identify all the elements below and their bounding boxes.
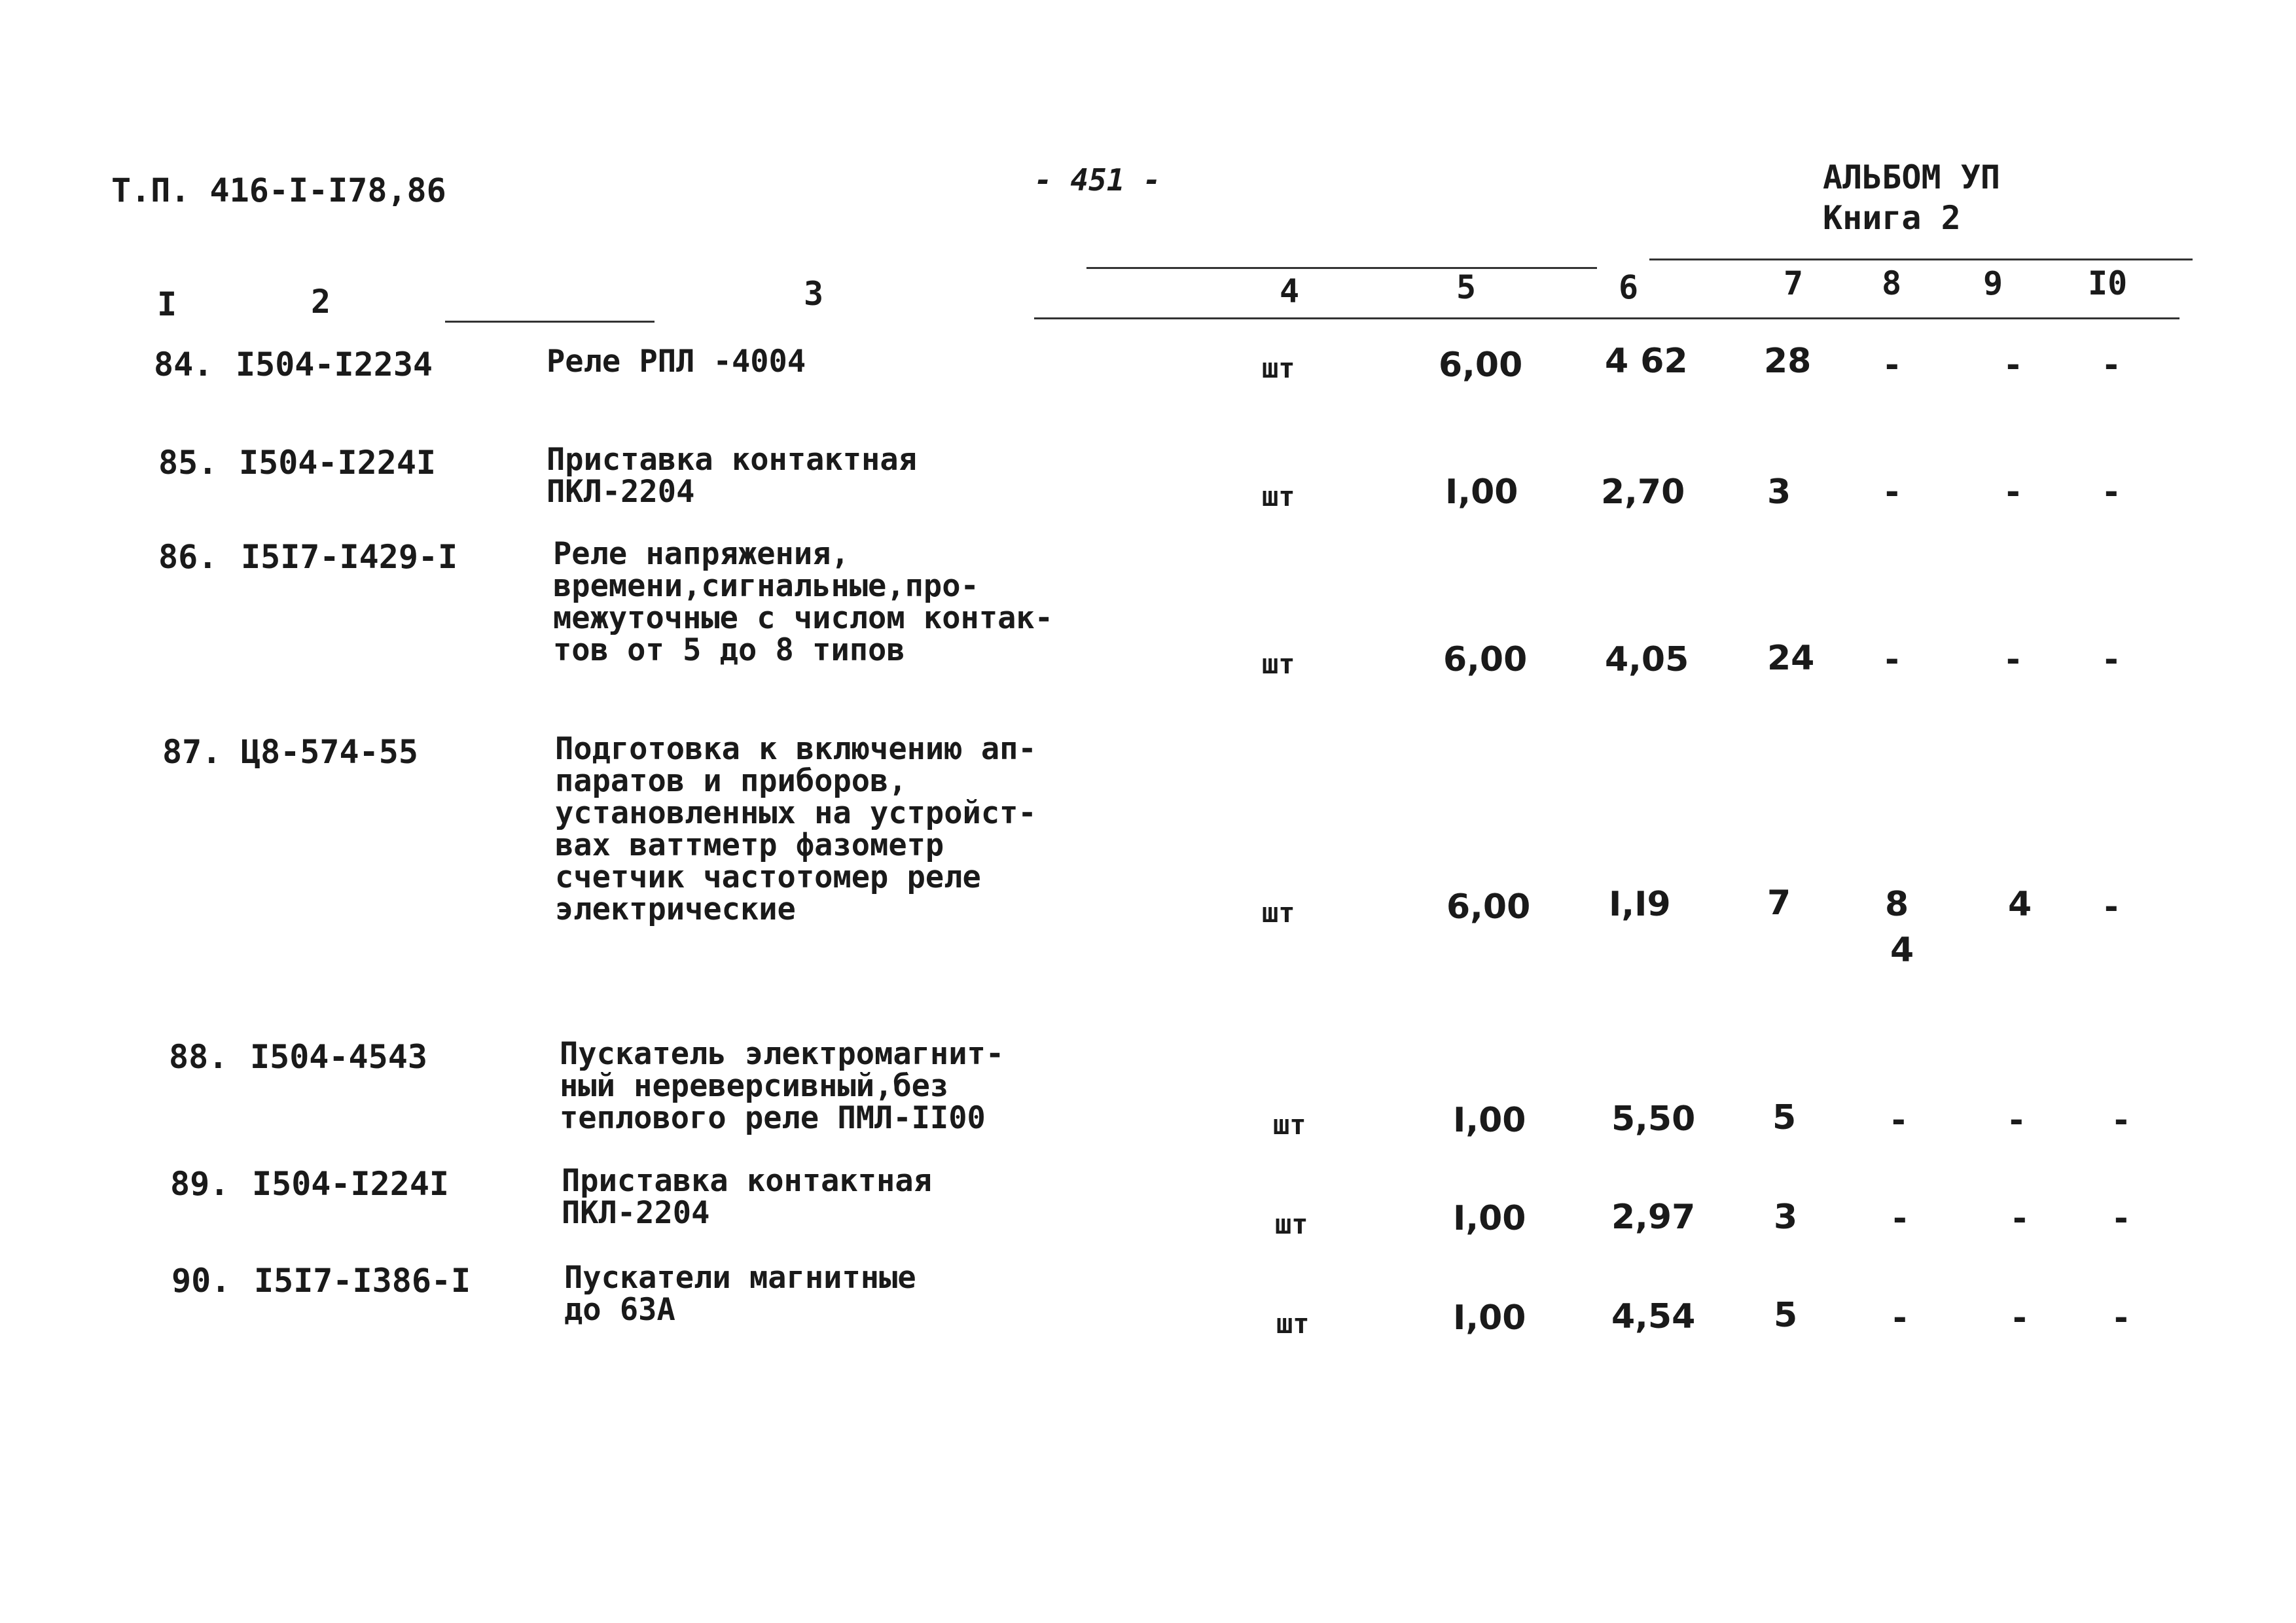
item-code: I504-I224I xyxy=(252,1165,450,1203)
header-top-rule xyxy=(1649,259,2193,260)
album-book: Книга 2 xyxy=(1823,199,1961,237)
col8-value: - xyxy=(1892,1101,1906,1140)
album-label xyxy=(1823,157,2000,238)
item-name: Пускатель электромагнит- ный нереверсивный,без теплового реле ПМЛ-II00 xyxy=(560,1036,1005,1136)
col7-value: 3 xyxy=(1774,1198,1798,1237)
col-header-10: I0 xyxy=(2088,264,2128,302)
row-number: 85. xyxy=(158,444,218,482)
col9-value: - xyxy=(2013,1298,2027,1338)
row-number: 88. xyxy=(169,1038,228,1076)
col8-value: - xyxy=(1885,640,1899,679)
col8-value: - xyxy=(1893,1199,1907,1238)
row-number: 89. xyxy=(170,1165,230,1203)
col10-value: - xyxy=(2114,1101,2128,1140)
row-number: 84. xyxy=(154,346,213,383)
col6-value: I,I9 xyxy=(1609,885,1671,924)
item-code: I504-4543 xyxy=(250,1038,427,1076)
item-unit: шт xyxy=(1276,1308,1310,1340)
document-code: Т.П. 416-I-I78,86 xyxy=(111,171,446,209)
col7-value: 7 xyxy=(1767,883,1791,923)
col9-value: - xyxy=(2006,346,2020,385)
col10-value: - xyxy=(2104,887,2119,927)
item-code: I5I7-I429-I xyxy=(241,538,458,576)
header-bottom-rule xyxy=(1034,317,2179,319)
item-name: Пускатели магнитные до 63А xyxy=(564,1260,916,1328)
album-title: АЛЬБОМ УП xyxy=(1823,158,2000,196)
col10-value: - xyxy=(2104,346,2119,385)
col7-value: 5 xyxy=(1772,1098,1797,1137)
col9-value: - xyxy=(2013,1199,2027,1238)
col5-value: 6,00 xyxy=(1443,640,1528,679)
item-name: Приставка контактная ПКЛ-2204 xyxy=(547,442,917,510)
col-header-3: 3 xyxy=(804,275,824,313)
col8-value: - xyxy=(1885,346,1899,385)
header-bottom-rule-left xyxy=(445,321,655,323)
col-header-6: 6 xyxy=(1619,268,1639,306)
col6-value: 4,54 xyxy=(1611,1297,1696,1336)
item-code: I504-I224I xyxy=(239,444,437,482)
page-number: - 451 - xyxy=(1034,162,1161,198)
header-top-rule-left xyxy=(1086,267,1597,269)
col10-value: - xyxy=(2114,1199,2128,1238)
col5-value: I,00 xyxy=(1445,473,1518,512)
col-header-9: 9 xyxy=(1983,264,2003,302)
item-code: I504-I2234 xyxy=(236,346,433,383)
col5-value: 6,00 xyxy=(1439,346,1523,385)
col7-value: 3 xyxy=(1767,473,1791,512)
col7-value: 5 xyxy=(1774,1296,1798,1335)
item-unit: шт xyxy=(1262,352,1295,384)
row-number: 90. xyxy=(171,1262,231,1300)
col10-value: - xyxy=(2104,473,2119,512)
col10-value: - xyxy=(2104,640,2119,679)
col6-value: 5,50 xyxy=(1611,1099,1696,1139)
item-unit: шт xyxy=(1262,648,1295,680)
item-name: Реле РПЛ -4004 xyxy=(547,344,806,380)
col8-value: - xyxy=(1885,473,1899,512)
col9-value: 4 xyxy=(2008,885,2032,924)
col8-value: 8 xyxy=(1885,885,1909,924)
col6-value: 4,05 xyxy=(1605,640,1689,679)
item-unit: шт xyxy=(1273,1109,1306,1141)
col9-value: - xyxy=(2006,640,2020,679)
item-code: Ц8-574-55 xyxy=(241,733,418,771)
col9-value: - xyxy=(2009,1101,2024,1140)
col-header-4: 4 xyxy=(1280,272,1300,310)
col5-value: 6,00 xyxy=(1446,887,1531,927)
col6-value: 2,70 xyxy=(1601,473,1685,512)
col-header-5: 5 xyxy=(1456,268,1477,306)
col8-value: - xyxy=(1893,1298,1907,1338)
item-name: Реле напряжения, времени,сигнальные,про- межуточные с числом контак- тов от 5 до 8 типов xyxy=(553,536,1054,668)
item-unit: шт xyxy=(1262,480,1295,512)
col10-value: - xyxy=(2114,1298,2128,1338)
item-unit: шт xyxy=(1275,1208,1308,1240)
col-header-7: 7 xyxy=(1784,264,1804,302)
col5-value: I,00 xyxy=(1453,1199,1526,1238)
col5-value: I,00 xyxy=(1453,1101,1526,1140)
col-header-8: 8 xyxy=(1882,264,1902,302)
col6-value: 4 62 xyxy=(1605,342,1688,381)
item-name: Приставка контактная ПКЛ-2204 xyxy=(562,1163,932,1231)
row-number: 86. xyxy=(158,538,218,576)
col7-value: 24 xyxy=(1767,639,1815,678)
col9-value: - xyxy=(2006,473,2020,512)
col5-value: I,00 xyxy=(1453,1298,1526,1338)
row-number: 87. xyxy=(162,733,222,771)
item-unit: шт xyxy=(1262,897,1295,929)
item-code: I5I7-I386-I xyxy=(254,1262,471,1300)
col-header-1: I xyxy=(157,285,177,323)
col-header-2: 2 xyxy=(311,283,331,321)
col8-subvalue: 4 xyxy=(1890,931,1914,970)
col7-value: 28 xyxy=(1764,342,1812,381)
item-name: Подготовка к включению ап- паратов и приборов, установленных на устройст- вах ваттметр фазометр счетчик частотомер реле электрические xyxy=(555,731,1037,927)
col6-value: 2,97 xyxy=(1611,1198,1696,1237)
